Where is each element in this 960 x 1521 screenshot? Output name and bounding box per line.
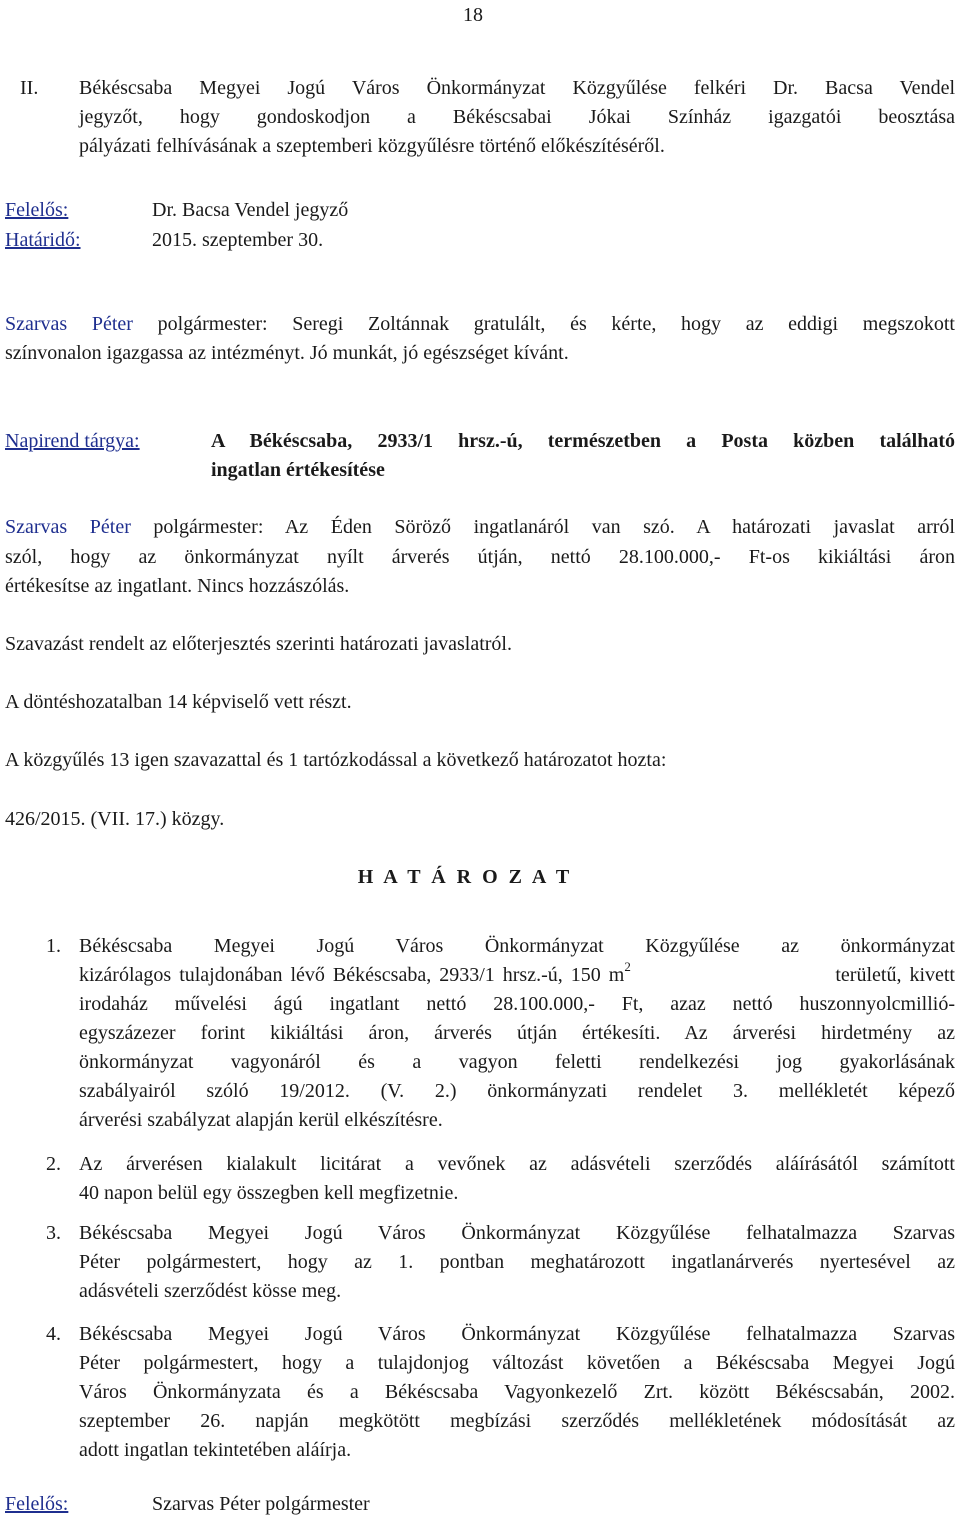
point-3-line: Péter polgármestert, hogy az 1. pontban meghatározott ingatlanárverés nyertesével az [79,1251,955,1273]
deadline-label: Határidő: [5,229,81,251]
point-4-line: szeptember 26. napján megkötött megbízási szerződés mellékletének módosítását az [79,1410,955,1432]
speech-2-line: értékesítse az ingatlant. Nincs hozzászólás. [5,575,350,597]
speaker-name: Szarvas Péter [5,516,131,538]
responsible-label: Felelős: [5,1493,69,1515]
point-number: 4. [46,1323,61,1345]
responsible-label: Felelős: [5,199,69,221]
point-2-line: Az árverésen kialakult licitárat a vevőnek az adásvételi szerződés aláírásától számított [79,1153,955,1175]
vote-ordered: Szavazást rendelt az előterjesztés szerinti határozati javaslatról. [5,633,512,655]
responsible-value: Szarvas Péter polgármester [152,1493,370,1515]
point-1-line [79,959,955,987]
speech-2-line [5,515,955,539]
resolution-number: 426/2015. (VII. 17.) közgy. [5,808,225,830]
point-number: 2. [46,1153,61,1175]
superscript: 2 [624,959,631,974]
resolution-heading: H A T Á R O Z A T [357,866,573,888]
point-number: 3. [46,1222,61,1244]
point-4-line: Békéscsaba Megyei Jogú Város Önkormányzat Közgyűlése felhatalmazza Szarvas [79,1323,955,1345]
deadline-value: 2015. szeptember 30. [152,229,324,251]
item-ii-line: jegyzőt, hogy gondoskodjon a Békéscsabai Jókai Színház igazgatói beosztása [79,106,955,128]
area-text: kizárólagos tulajdonában lévő Békéscsaba, 2933/1 hrsz.-ú, 150 m [79,964,625,986]
item-ii-line: pályázati felhívásának a szeptemberi közgyűlésre történő előkészítéséről. [79,135,665,157]
speech-1-line [5,312,955,336]
responsible-value: Dr. Bacsa Vendel jegyző [152,199,349,221]
speech-2-line: szól, hogy az önkormányzat nyílt árverés útján, nettó 28.100.000,- Ft-os kikiáltási áron [5,546,955,568]
point-3-line: adásvételi szerződést kösse meg. [79,1280,342,1302]
point-1-line: Békéscsaba Megyei Jogú Város Önkormányzat Közgyűlése az önkormányzat [79,935,955,957]
point-1-line: irodaház művelési ágú ingatlant nettó 28.100.000,- Ft, azaz nettó huszonnyolcmillió- [79,993,955,1015]
vote-result: A közgyűlés 13 igen szavazattal és 1 tartózkodással a következő határozatot hozta: [5,749,667,771]
page-number: 18 [463,4,483,26]
point-4-line: adott ingatlan tekintetében aláírja. [79,1439,352,1461]
item-ii-number: II. [20,77,39,99]
item-ii-line: Békéscsaba Megyei Jogú Város Önkormányzat Közgyűlése felkéri Dr. Bacsa Vendel [79,77,955,99]
point-number: 1. [46,935,61,957]
agenda-title-line: A Békéscsaba, 2933/1 hrsz.-ú, természetben a Posta közben található [211,430,955,452]
point-4-line: Város Önkormányzata és a Békéscsaba Vagyonkezelő Zrt. között Békéscsabán, 2002. [79,1381,955,1403]
speech-text: polgármester: Seregi Zoltánnak gratulált, és kérte, hogy az eddigi megszokott [132,313,955,335]
speech-1-line: színvonalon igazgassa az intézményt. Jó munkát, jó egészséget kívánt. [5,342,569,364]
point-4-line: Péter polgármestert, hogy a tulajdonjog változást követően a Békéscsaba Megyei Jogú [79,1352,955,1374]
agenda-title-line: ingatlan értékesítése [211,459,385,481]
speaker-name: Szarvas Péter [5,313,133,335]
point-1-line: önkormányzat vagyonáról és a vagyon feletti rendelkezési jog gyakorlásának [79,1051,955,1073]
point-1-line: egyszázezer forint kikiáltási áron, árverés útján értékesíti. Az árverési hirdetmény az [79,1022,955,1044]
point-3-line: Békéscsaba Megyei Jogú Város Önkormányzat Közgyűlése felhatalmazza Szarvas [79,1222,955,1244]
area-tail: területű, kivett [827,964,955,986]
point-2-line: 40 napon belül egy összegben kell megfizetnie. [79,1182,459,1204]
agenda-label: Napirend tárgya: [5,430,140,452]
speech-text: polgármester: Az Éden Söröző ingatlanáról van szó. A határozati javaslat arról [130,516,955,538]
participants: A döntéshozatalban 14 képviselő vett részt. [5,691,352,713]
point-1-line: szabályairól szóló 19/2012. (V. 2.) önkormányzati rendelet 3. mellékletét képező [79,1080,955,1102]
point-1-line: árverési szabályzat alapján kerül elkészítésre. [79,1109,443,1131]
